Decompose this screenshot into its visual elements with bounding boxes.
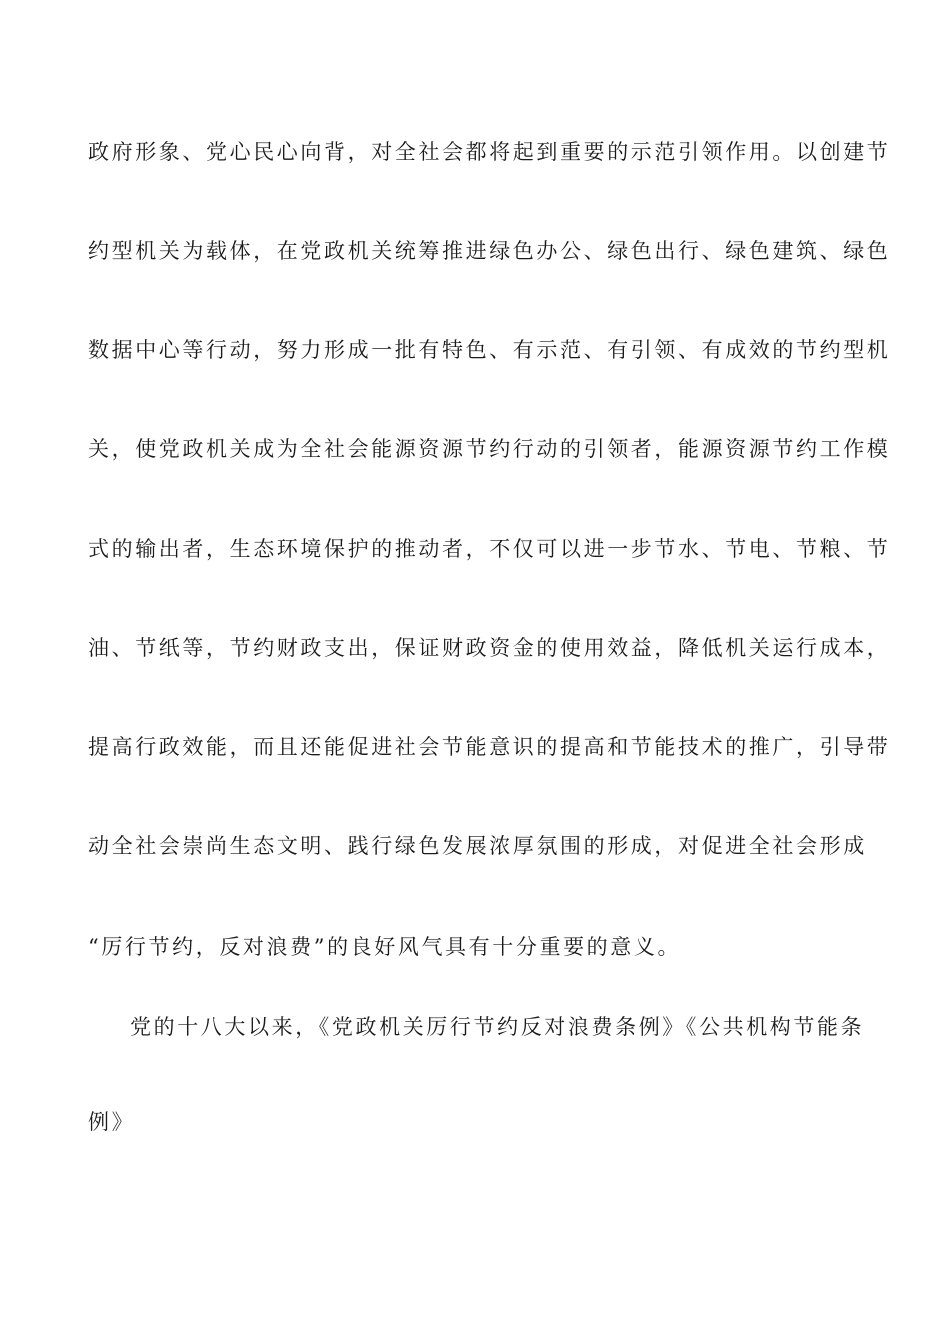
text-line: 式的输出者，生态环境保护的推动者，不仅可以进一步节水、节电、节粮、节 xyxy=(88,537,891,561)
text-line: 关，使党政机关成为全社会能源资源节约行动的引领者，能源资源节约工作模 xyxy=(88,437,891,461)
text-line: 油、节纸等，节约财政支出，保证财政资金的使用效益，降低机关运行成本， xyxy=(88,636,891,660)
text-line: “厉行节约，反对浪费”的良好风气具有十分重要的意义。 xyxy=(88,935,682,959)
text-line: 例》 xyxy=(88,1110,136,1134)
text-line: 动全社会崇尚生态文明、践行绿色发展浓厚氛围的形成，对促进全社会形成 xyxy=(88,834,867,858)
text-line: 数据中心等行动，努力形成一批有特色、有示范、有引领、有成效的节约型机 xyxy=(88,338,891,362)
text-line: 党的十八大以来，《党政机关厉行节约反对浪费条例》《公共机构节能条 xyxy=(130,1015,865,1039)
text-line: 约型机关为载体，在党政机关统筹推进绿色办公、绿色出行、绿色建筑、绿色 xyxy=(88,239,891,263)
text-line: 提高行政效能，而且还能促进社会节能意识的提高和节能技术的推广，引导带 xyxy=(88,735,891,759)
text-line: 政府形象、党心民心向背，对全社会都将起到重要的示范引领作用。以创建节 xyxy=(88,140,891,164)
